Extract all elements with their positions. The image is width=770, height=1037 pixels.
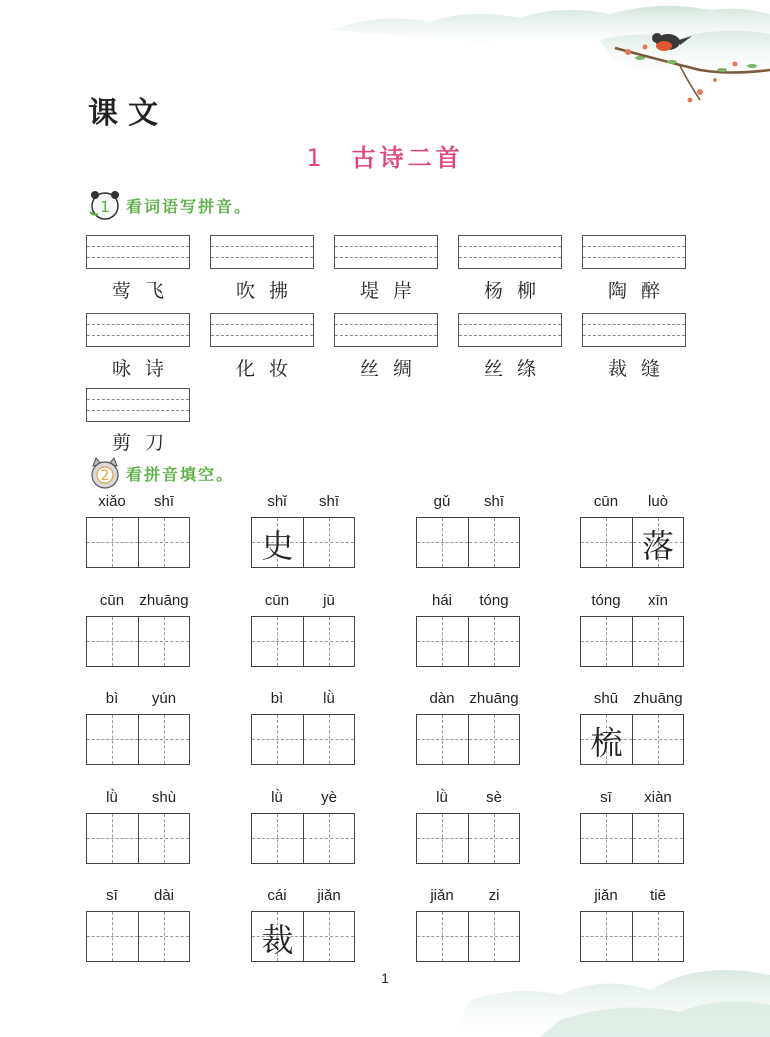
character-cell[interactable] bbox=[303, 912, 354, 961]
pinyin-syllable: shǐ bbox=[267, 493, 287, 510]
pinyin-input-box[interactable] bbox=[86, 388, 190, 422]
pinyin-label bbox=[86, 789, 190, 811]
pinyin-fill-item bbox=[251, 592, 355, 667]
pinyin-syllable: jū bbox=[323, 592, 335, 609]
pinyin-fill-item bbox=[86, 789, 190, 864]
character-cell[interactable] bbox=[252, 518, 303, 567]
character-cell[interactable] bbox=[252, 617, 303, 666]
character-cell[interactable] bbox=[252, 814, 303, 863]
character-cell[interactable] bbox=[468, 518, 519, 567]
character-cell[interactable] bbox=[632, 518, 683, 567]
pinyin-input-box[interactable] bbox=[210, 235, 314, 269]
pinyin-input-box[interactable] bbox=[458, 235, 562, 269]
pinyin-fill-item bbox=[416, 690, 520, 765]
character-grid bbox=[251, 517, 355, 568]
pinyin-syllable: zhuāng bbox=[633, 690, 683, 707]
pinyin-fill-item bbox=[251, 887, 355, 962]
pinyin-syllable: cūn bbox=[264, 592, 290, 609]
character-cell[interactable] bbox=[581, 518, 632, 567]
character-grid bbox=[86, 911, 190, 962]
vocab-word: 剪刀 bbox=[111, 432, 178, 454]
pinyin-fill-item bbox=[580, 592, 684, 667]
character-cell[interactable] bbox=[468, 814, 519, 863]
character-cell[interactable] bbox=[417, 912, 468, 961]
character-cell[interactable] bbox=[87, 912, 138, 961]
character-grid bbox=[251, 714, 355, 765]
pinyin-syllable: dài bbox=[153, 887, 175, 904]
pinyin-syllable: tóng bbox=[479, 592, 509, 609]
pinyin-input-box[interactable] bbox=[210, 313, 314, 347]
pinyin-syllable: zhuāng bbox=[469, 690, 519, 707]
lesson-title-text: 古诗二首 bbox=[351, 143, 464, 172]
pinyin-syllable: lǜ bbox=[106, 789, 118, 806]
pinyin-syllable: xiǎo bbox=[98, 493, 126, 510]
pinyin-label bbox=[86, 592, 190, 614]
character-cell[interactable] bbox=[138, 617, 189, 666]
pinyin-syllable: shù bbox=[151, 789, 177, 806]
pinyin-label bbox=[416, 493, 520, 515]
pinyin-syllable: jiǎn bbox=[317, 887, 341, 904]
pinyin-label bbox=[86, 887, 190, 909]
pinyin-syllable: sī bbox=[600, 789, 612, 806]
character-cell[interactable] bbox=[632, 617, 683, 666]
character-grid bbox=[580, 616, 684, 667]
pinyin-fill-item bbox=[416, 592, 520, 667]
character-grid bbox=[416, 714, 520, 765]
written-character: 史 bbox=[261, 527, 294, 565]
pinyin-syllable: lǜ bbox=[323, 690, 335, 707]
character-grid bbox=[580, 911, 684, 962]
pinyin-syllable: luò bbox=[647, 493, 669, 510]
character-cell[interactable] bbox=[138, 814, 189, 863]
pinyin-syllable: bì bbox=[105, 690, 119, 707]
pinyin-label bbox=[580, 789, 684, 811]
pinyin-syllable: hái bbox=[431, 592, 453, 609]
pinyin-input-box[interactable] bbox=[334, 235, 438, 269]
pinyin-fill-item bbox=[416, 887, 520, 962]
pinyin-input-box[interactable] bbox=[86, 313, 190, 347]
pinyin-syllable: gǔ bbox=[433, 493, 451, 510]
character-grid bbox=[580, 517, 684, 568]
pinyin-fill-item bbox=[416, 493, 520, 568]
character-cell[interactable] bbox=[303, 617, 354, 666]
lesson-number: 1 bbox=[306, 144, 326, 172]
pinyin-label bbox=[580, 690, 684, 712]
character-grid bbox=[580, 714, 684, 765]
pinyin-syllable: zhuāng bbox=[139, 592, 189, 609]
pinyin-syllable: bì bbox=[270, 690, 284, 707]
character-grid bbox=[416, 911, 520, 962]
pinyin-syllable: xiàn bbox=[644, 789, 672, 806]
pinyin-syllable: dàn bbox=[429, 690, 455, 707]
pinyin-label bbox=[86, 493, 190, 515]
pinyin-fill-item bbox=[251, 493, 355, 568]
pinyin-syllable: shī bbox=[153, 493, 174, 510]
character-cell[interactable] bbox=[468, 617, 519, 666]
vocab-word: 裁缝 bbox=[607, 358, 674, 380]
pinyin-label bbox=[86, 690, 190, 712]
pinyin-label bbox=[251, 887, 355, 909]
vocab-word: 丝绦 bbox=[483, 358, 550, 380]
character-cell[interactable] bbox=[87, 518, 138, 567]
panda-badge-icon bbox=[88, 188, 122, 222]
character-cell[interactable] bbox=[252, 912, 303, 961]
pinyin-syllable: shū bbox=[593, 690, 619, 707]
pinyin-syllable: cūn bbox=[99, 592, 125, 609]
pinyin-syllable: xīn bbox=[647, 592, 668, 609]
pinyin-syllable: shī bbox=[318, 493, 339, 510]
pinyin-syllable: shī bbox=[483, 493, 504, 510]
character-cell[interactable] bbox=[581, 617, 632, 666]
vocab-word: 丝绸 bbox=[359, 358, 426, 380]
pinyin-syllable: cūn bbox=[593, 493, 619, 510]
section-2-header bbox=[88, 456, 234, 490]
character-grid bbox=[86, 517, 190, 568]
vocab-word: 莺飞 bbox=[111, 280, 178, 302]
pinyin-syllable: lǜ bbox=[436, 789, 448, 806]
vocab-word: 化妆 bbox=[235, 358, 302, 380]
character-grid bbox=[251, 813, 355, 864]
written-character: 梳 bbox=[590, 724, 623, 762]
vocab-word: 咏诗 bbox=[111, 358, 178, 380]
pinyin-label bbox=[416, 592, 520, 614]
pinyin-label bbox=[416, 789, 520, 811]
pinyin-fill-item bbox=[251, 789, 355, 864]
character-cell[interactable] bbox=[417, 715, 468, 764]
pinyin-syllable: jiǎn bbox=[594, 887, 618, 904]
pinyin-input-box[interactable] bbox=[582, 313, 686, 347]
pinyin-syllable: yè bbox=[321, 789, 337, 806]
pinyin-fill-item bbox=[86, 493, 190, 568]
lesson-title bbox=[0, 138, 770, 173]
pinyin-fill-item bbox=[86, 592, 190, 667]
pinyin-syllable: sè bbox=[486, 789, 502, 806]
pinyin-input-box[interactable] bbox=[582, 235, 686, 269]
vocab-word: 吹拂 bbox=[235, 280, 302, 302]
pinyin-syllable: lǜ bbox=[271, 789, 283, 806]
pinyin-label bbox=[580, 887, 684, 909]
pinyin-syllable: sī bbox=[106, 887, 118, 904]
pinyin-syllable: tiē bbox=[650, 887, 666, 904]
pinyin-fill-item bbox=[580, 789, 684, 864]
character-grid bbox=[251, 911, 355, 962]
pinyin-label bbox=[251, 789, 355, 811]
character-grid bbox=[86, 616, 190, 667]
vocab-word: 堤岸 bbox=[359, 280, 426, 302]
character-cell[interactable] bbox=[632, 715, 683, 764]
pinyin-syllable: jiǎn bbox=[430, 887, 454, 904]
section-1-header bbox=[88, 188, 252, 222]
pinyin-label bbox=[580, 493, 684, 515]
pinyin-syllable: cái bbox=[267, 887, 287, 904]
pinyin-input-box[interactable] bbox=[334, 313, 438, 347]
written-character: 落 bbox=[641, 527, 674, 565]
pinyin-label bbox=[416, 690, 520, 712]
character-cell[interactable] bbox=[468, 715, 519, 764]
character-cell[interactable] bbox=[138, 715, 189, 764]
character-cell[interactable] bbox=[417, 617, 468, 666]
pinyin-fill-item bbox=[580, 887, 684, 962]
pinyin-syllable: zi bbox=[488, 887, 500, 904]
pinyin-fill-item bbox=[416, 789, 520, 864]
character-cell[interactable] bbox=[87, 617, 138, 666]
page-number: 1 bbox=[381, 970, 389, 986]
character-grid bbox=[86, 714, 190, 765]
unit-heading: 课文 bbox=[88, 96, 168, 131]
written-character: 裁 bbox=[261, 921, 294, 959]
section-1-number: 1 bbox=[100, 198, 110, 216]
pinyin-fill-item bbox=[86, 887, 190, 962]
pinyin-syllable: tóng bbox=[591, 592, 621, 609]
pinyin-input-box[interactable] bbox=[458, 313, 562, 347]
character-cell[interactable] bbox=[632, 912, 683, 961]
vocab-word: 杨柳 bbox=[483, 280, 550, 302]
character-cell[interactable] bbox=[138, 912, 189, 961]
pinyin-label bbox=[416, 887, 520, 909]
character-cell[interactable] bbox=[87, 715, 138, 764]
character-cell[interactable] bbox=[581, 912, 632, 961]
character-grid bbox=[580, 813, 684, 864]
pinyin-fill-item bbox=[580, 493, 684, 568]
character-cell[interactable] bbox=[632, 814, 683, 863]
section-2-label: 看拼音填空。 bbox=[126, 464, 235, 484]
character-cell[interactable] bbox=[581, 715, 632, 764]
pinyin-fill-item bbox=[251, 690, 355, 765]
character-cell[interactable] bbox=[417, 814, 468, 863]
pinyin-input-box[interactable] bbox=[86, 235, 190, 269]
pinyin-fill-item bbox=[86, 690, 190, 765]
character-grid bbox=[86, 813, 190, 864]
pinyin-label bbox=[580, 592, 684, 614]
character-cell[interactable] bbox=[138, 518, 189, 567]
character-cell[interactable] bbox=[417, 518, 468, 567]
pinyin-syllable: yún bbox=[151, 690, 177, 707]
character-cell[interactable] bbox=[303, 518, 354, 567]
character-grid bbox=[251, 616, 355, 667]
pinyin-fill-item bbox=[580, 690, 684, 765]
character-cell[interactable] bbox=[252, 715, 303, 764]
vocab-word: 陶醉 bbox=[607, 280, 674, 302]
character-grid bbox=[416, 517, 520, 568]
cat-badge-icon bbox=[88, 456, 122, 490]
character-cell[interactable] bbox=[87, 814, 138, 863]
character-cell[interactable] bbox=[468, 912, 519, 961]
character-grid bbox=[416, 813, 520, 864]
section-1-label: 看词语写拼音。 bbox=[126, 196, 253, 216]
character-grid bbox=[416, 616, 520, 667]
character-cell[interactable] bbox=[303, 715, 354, 764]
character-cell[interactable] bbox=[581, 814, 632, 863]
pinyin-label bbox=[251, 592, 355, 614]
character-cell[interactable] bbox=[303, 814, 354, 863]
pinyin-label bbox=[251, 493, 355, 515]
section-2-number: 2 bbox=[100, 468, 110, 484]
pinyin-label bbox=[251, 690, 355, 712]
